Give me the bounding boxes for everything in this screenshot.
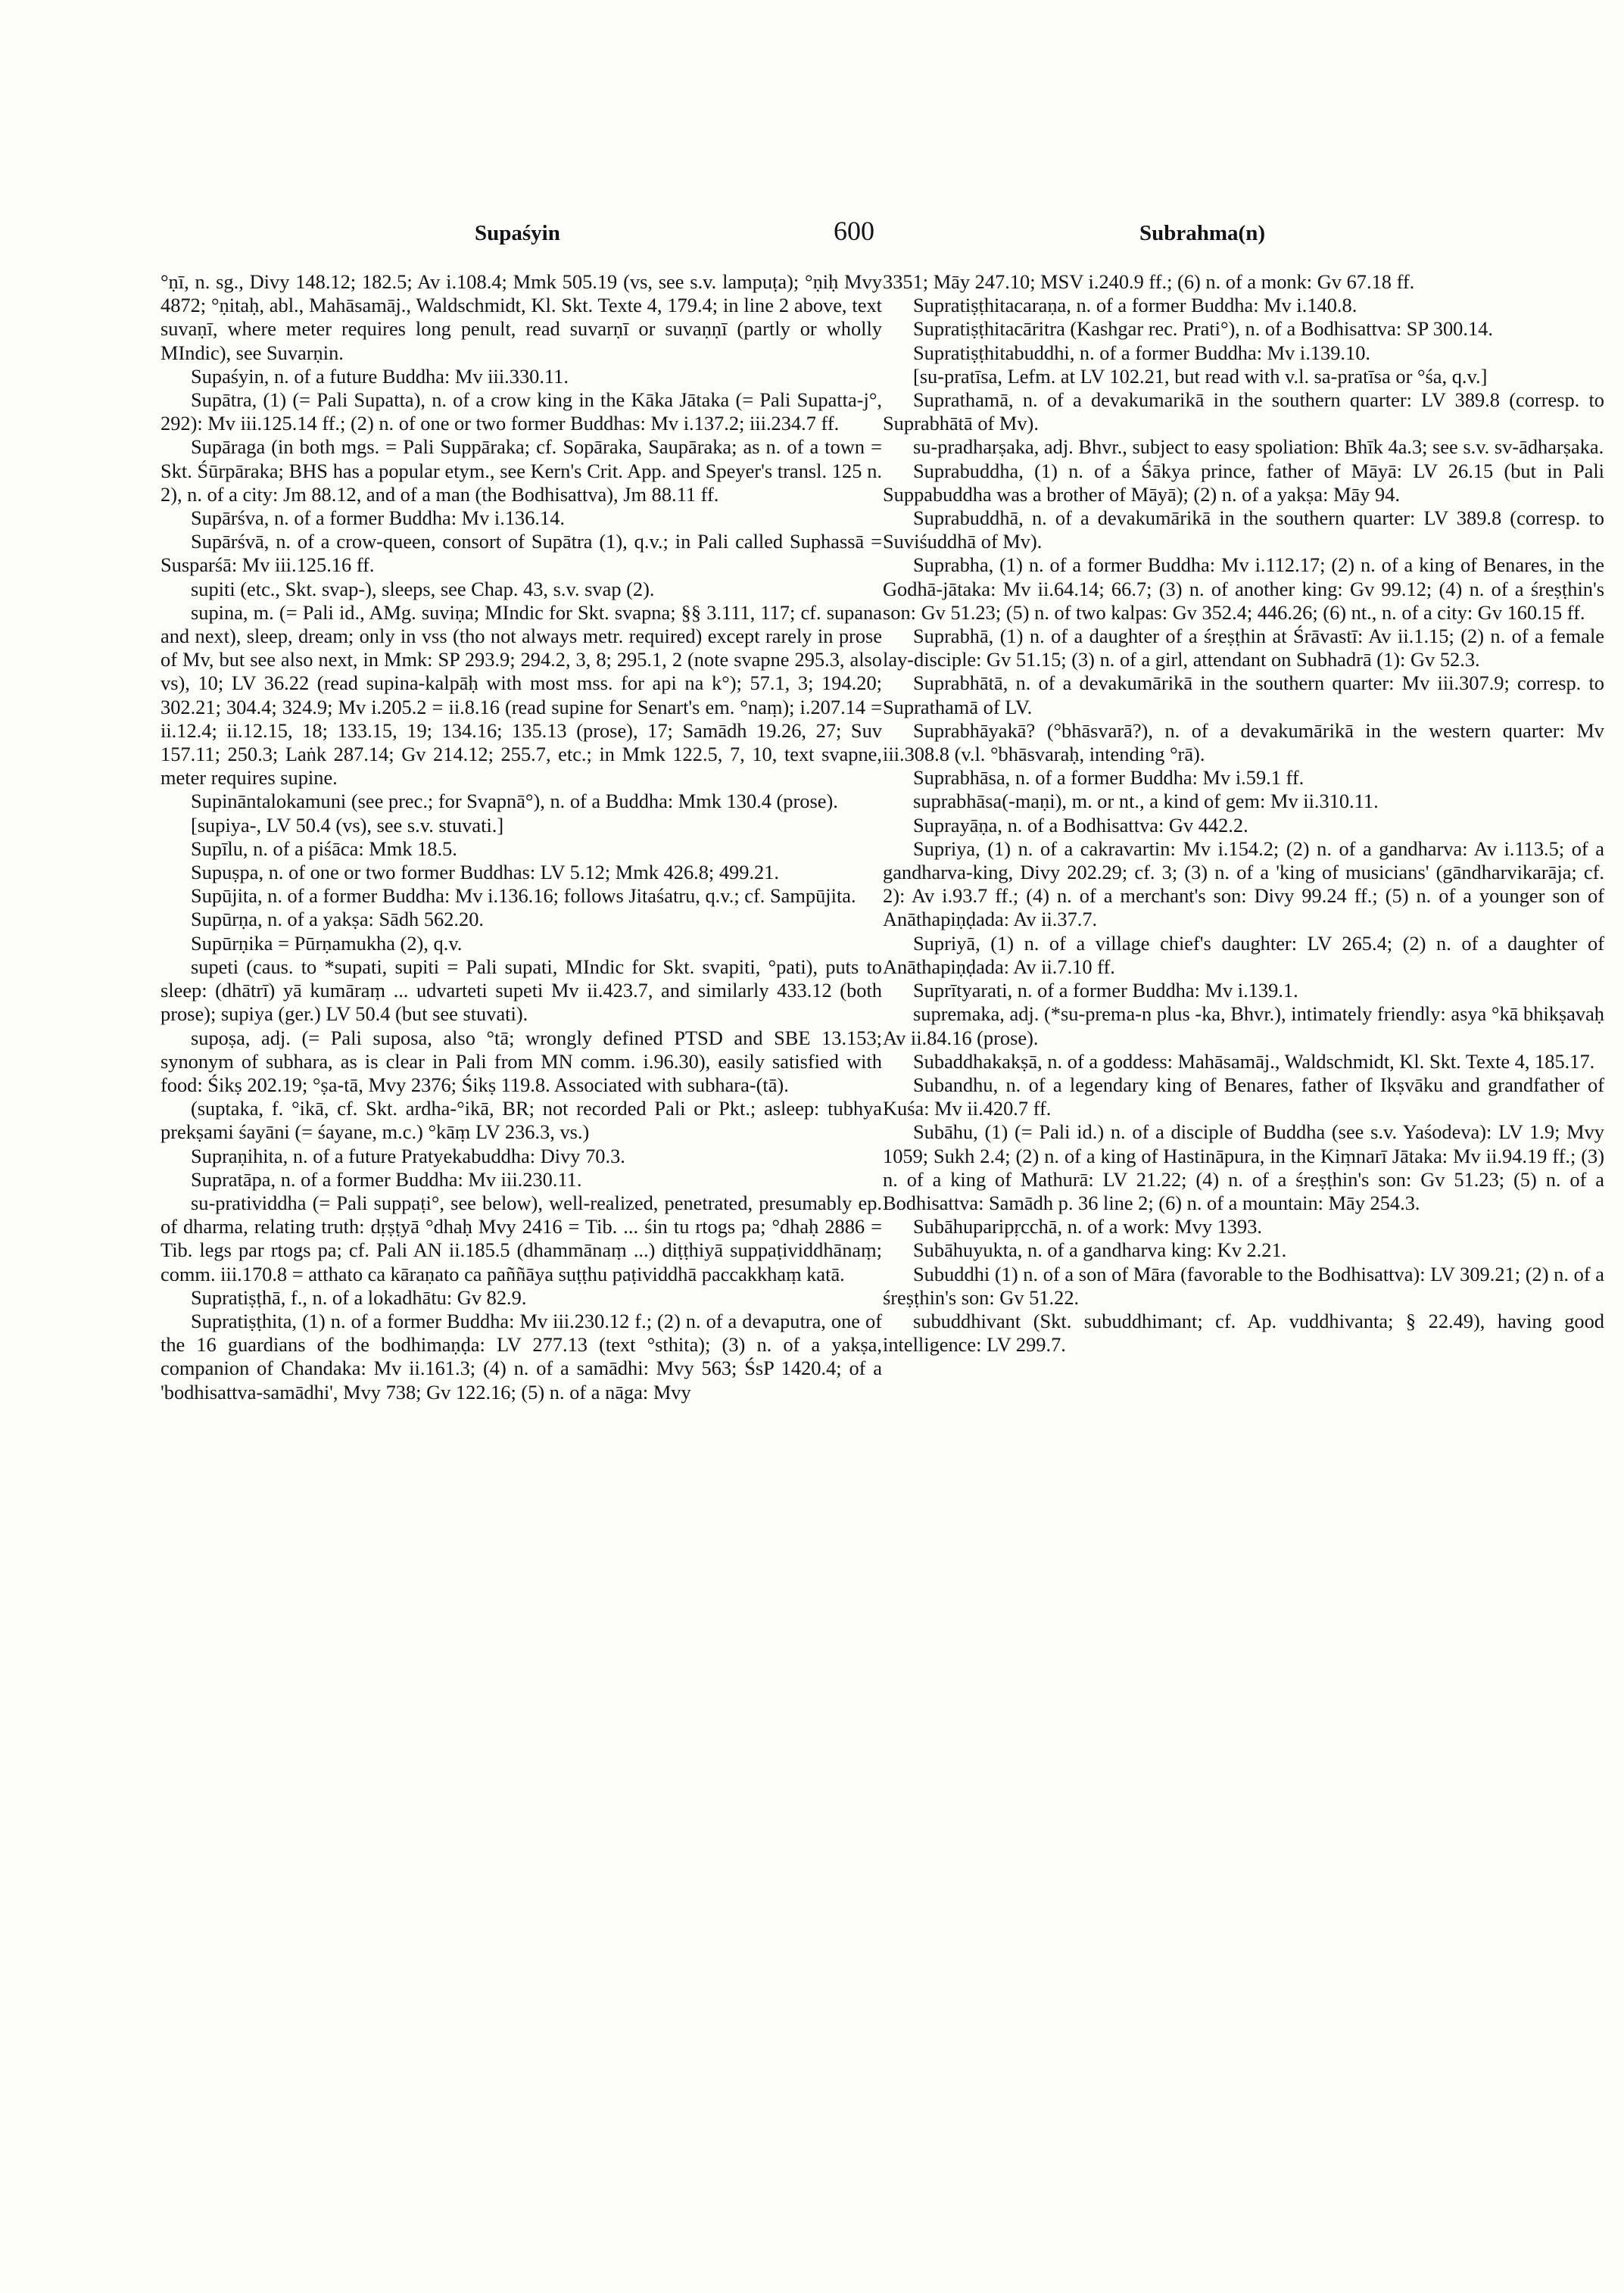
- entry: Suprabhā, (1) n. of a daughter of a śreṣṭhin at Śrāvastī: Av ii.1.15; (2) n. of a female lay-disciple: Gv 51.15; (3) n. of a girl, attendant on Subhadrā (1): Gv 52.3.: [883, 625, 1604, 671]
- entry: Supratiṣṭhitacāritra (Kashgar rec. Prati°), n. of a Bodhisattva: SP 300.14.: [913, 317, 1493, 341]
- entry: su-pratividdha (= Pali suppaṭi°, see below), well-realized, penetrated, presumably ep. of dharma, relating truth: dṛṣṭyā °dhaḥ Mvy 2416 = Tib. ... śin tu rtogs pa; °dhaḥ 2886 = Tib. legs par rtogs pa; cf. Pali AN ii.185.5 (dhammānaṃ ...) diṭṭhiyā suppaṭividdhānaṃ; comm. iii.170.8 = atthato ca kāraṇato ca paññāya suṭṭhu paṭividdhā paccakkhaṃ katā.: [161, 1191, 882, 1285]
- running-head-left: Supaśyin: [475, 221, 560, 245]
- page-number: 600: [834, 216, 874, 246]
- entry: [su-pratīsa, Lefm. at LV 102.21, but read with v.l. sa-pratīsa or °śa, q.v.]: [913, 364, 1488, 388]
- entry: su-pradharṣaka, adj. Bhvr., subject to easy spoliation: Bhīk 4a.3; see s.v. sv-ādharṣaka.: [913, 435, 1604, 459]
- entry: Supratiṣṭhā, f., n. of a lokadhātu: Gv 82.9.: [191, 1285, 527, 1309]
- entry: Supriya, (1) n. of a cakravartin: Mv i.154.2; (2) n. of a gandharva: Av i.113.5; of a gandharva-king, Divy 202.29; cf. 3; (3) n. of a 'king of musicians' (gāndharvikarāja; cf. 2): Av i.93.7 ff.; (4) n. of a merchant's son: Divy 99.24 ff.; (5) n. of a younger son of Anāthapiṇḍada: Av ii.37.7.: [883, 837, 1604, 931]
- entry: Supaśyin, n. of a future Buddha: Mv iii.330.11.: [191, 364, 569, 388]
- entry: Supātra, (1) (= Pali Supatta), n. of a crow king in the Kāka Jātaka (= Pali Supatta-j°, 292): Mv iii.125.14 ff.; (2) n. of one or two former Buddhas: Mv i.137.2; iii.234.7 ff.: [161, 388, 882, 435]
- entry: Suprabhāyakā? (°bhāsvarā?), n. of a devakumārikā in the western quarter: Mv iii.308.8 (v.l. °bhāsvaraḥ, intending °rā).: [883, 718, 1604, 766]
- entry: Subuddhi (1) n. of a son of Māra (favorable to the Bodhisattva): LV 309.21; (2) n. of a śreṣṭhin's son: Gv 51.22.: [883, 1262, 1604, 1309]
- entry: (suptaka, f. °ikā, cf. Skt. ardha-°ikā, BR; not recorded Pali or Pkt.; asleep: tubhya prekṣami śayāni (= śayane, m.c.) °kāṃ LV 236.3, vs.): [161, 1097, 882, 1144]
- entry: Supraṇihita, n. of a future Pratyekabuddha: Divy 70.3.: [191, 1144, 625, 1167]
- entry: Suprabha, (1) n. of a former Buddha: Mv i.112.17; (2) n. of a king of Benares, in the Godhā-jātaka: Mv ii.64.14; 66.7; (3) n. of another king: Gv 99.12; (4) n. of a śreṣṭhin's son: Gv 51.23; (5) n. of two kalpas: Gv 352.4; 446.26; (6) nt., n. of a city: Gv 160.15 ff.: [883, 553, 1604, 624]
- entry: Supratiṣṭhitacaraṇa, n. of a former Buddha: Mv i.140.8.: [913, 294, 1357, 317]
- entry-continuation: °ṇī, n. sg., Divy 148.12; 182.5; Av i.108.4; Mmk 505.19 (vs, see s.v. lampuṭa); °ṇiḥ Mvy 4872; °ṇitaḥ, abl., Mahāsamāj., Waldschmidt, Kl. Skt. Texte 4, 179.4; in line 2 above, text suvaṇī, where meter requires long penult, read suvarṇī or suvaṇṇī (partly or wholly MIndic), see Suvarṇin.: [161, 270, 882, 364]
- entry: Supratiṣṭhita, (1) n. of a former Buddha: Mv iii.230.12 f.; (2) n. of a devaputra, one of the 16 guardians of the bodhimaṇḍa: LV 277.13 (text °sthita); (3) n. of a yakṣa, companion of Chandaka: Mv ii.161.3; (4) n. of a samādhi: Mvy 563; ŚsP 1420.4; of a 'bodhisattva-samādhi', Mvy 738; Gv 122.16; (5) n. of a nāga: Mvy: [161, 1309, 882, 1404]
- left-column: [161, 270, 882, 1404]
- entry: Subāhuyukta, n. of a gandharva king: Kv 2.21.: [913, 1238, 1287, 1262]
- entry: Suprayāṇa, n. of a Bodhisattva: Gv 442.2.: [913, 813, 1248, 837]
- entry: Suprabhāsa, n. of a former Buddha: Mv i.59.1 ff.: [913, 766, 1304, 790]
- entry: Supratāpa, n. of a former Buddha: Mv iii.230.11.: [191, 1167, 582, 1191]
- right-column: [883, 270, 1604, 1357]
- entry: Supuṣpa, n. of one or two former Buddhas: LV 5.12; Mmk 426.8; 499.21.: [191, 861, 780, 884]
- entry: Suprathamā, n. of a devakumarikā in the southern quarter: LV 389.8 (corresp. to Suprabhātā of Mv).: [883, 388, 1604, 435]
- entry: supeti (caus. to *supati, supiti = Pali supati, MIndic for Skt. svapiti, °pati), puts to sleep: (dhātrī) yā kumāraṃ ... udvarteti supeti Mv ii.423.7, and similarly 433.12 (both prose); supiya (ger.) LV 50.4 (but see stuvati).: [161, 955, 882, 1026]
- entry: Subāhu, (1) (= Pali id.) n. of a disciple of Buddha (see s.v. Yaśodeva): LV 1.9; Mvy 1059; Sukh 2.4; (2) n. of a king of Hastināpura, in the Kiṃnarī Jātaka: Mv ii.94.19 ff.; (3) n. of a king of Mathurā: LV 21.22; (4) n. of a śreṣṭhin's son: Gv 51.23; (5) n. of a Bodhisattva: Samādh p. 36 line 2; (6) n. of a mountain: Māy 254.3.: [883, 1120, 1604, 1214]
- entry: supina, m. (= Pali id., AMg. suviṇa; MIndic for Skt. svapna; §§ 3.111, 117; cf. supana and next), sleep, dream; only in vss (tho not always metr. required) except rarely in prose of Mv, but see also next, in Mmk: SP 293.9; 294.2, 3, 8; 295.1, 2 (note svapne 295.3, also vs), 10; LV 36.22 (read supina-kalpāḥ with most mss. for api na k°); 57.1, 3; 194.20; 302.21; 304.4; 324.9; Mv i.205.2 = ii.8.16 (read supine for Senart's em. °naṃ); i.207.14 = ii.12.4; ii.12.15, 18; 133.15, 19; 134.16; 135.13 (prose), 17; Samādh 19.26, 27; Suv 157.11; 250.3; Laṅk 287.14; Gv 214.12; 255.7, etc.; in Mmk 122.5, 7, 10, text svapne, meter requires supine.: [161, 600, 882, 790]
- entry: Supriyā, (1) n. of a village chief's daughter: LV 265.4; (2) n. of a daughter of Anāthapiṇḍada: Av ii.7.10 ff.: [883, 931, 1604, 978]
- entry: Suprītyarati, n. of a former Buddha: Mv i.139.1.: [913, 979, 1298, 1002]
- entry: Suprabuddhā, n. of a devakumārikā in the southern quarter: LV 389.8 (corresp. to Suviśuddhā of Mv).: [883, 506, 1604, 553]
- entry: Supūrṇa, n. of a yakṣa: Sādh 562.20.: [191, 908, 485, 931]
- entry: Subandhu, n. of a legendary king of Benares, father of Ikṣvāku and grandfather of Kuśa: Mv ii.420.7 ff.: [883, 1073, 1604, 1120]
- entry: [supiya-, LV 50.4 (vs), see s.v. stuvati.]: [191, 813, 504, 837]
- entry: Supūjita, n. of a former Buddha: Mv i.136.16; follows Jitaśatru, q.v.; cf. Sampūjita.: [191, 884, 856, 908]
- running-head-right: Subrahma(n): [1139, 221, 1265, 245]
- entry-continuation: 3351; Māy 247.10; MSV i.240.9 ff.; (6) n. of a monk: Gv 67.18 ff.: [883, 270, 1415, 293]
- entry: Supāraga (in both mgs. = Pali Suppāraka; cf. Sopāraka, Saupāraka; as n. of a town = Skt. Śūrpāraka; BHS has a popular etym., see Kern's Crit. App. and Speyer's transl. 125 n. 2), n. of a city: Jm 88.12, and of a man (the Bodhisattva), Jm 88.11 ff.: [161, 435, 882, 506]
- entry: supoṣa, adj. (= Pali suposa, also °tā; wrongly defined PTSD and SBE 13.153; synonym of subhara, as is clear in Pali from MN comm. i.96.30), easily satisfied with food: Śikṣ 202.19; °ṣa-tā, Mvy 2376; Śikṣ 119.8. Associated with subhara-(tā).: [161, 1026, 882, 1096]
- entry: Supārśva, n. of a former Buddha: Mv i.136.14.: [191, 506, 566, 530]
- entry: suprabhāsa(-maṇi), m. or nt., a kind of gem: Mv ii.310.11.: [913, 790, 1379, 813]
- entry: Supratiṣṭhitabuddhi, n. of a former Buddha: Mv i.139.10.: [913, 341, 1370, 364]
- entry: Suprabuddha, (1) n. of a Śākya prince, father of Māyā: LV 26.15 (but in Pali Suppabuddha was a brother of Māyā); (2) n. of a yakṣa: Māy 94.: [883, 459, 1604, 506]
- entry: subuddhivant (Skt. subuddhimant; cf. Ap. vuddhivanta; § 22.49), having good intelligence: LV 299.7.: [883, 1309, 1604, 1357]
- entry: Supūrṇika = Pūrṇamukha (2), q.v.: [191, 931, 463, 955]
- entry: Supārśvā, n. of a crow-queen, consort of Supātra (1), q.v.; in Pali called Suphassā = Susparśā: Mv iii.125.16 ff.: [161, 530, 882, 577]
- entry: supremaka, adj. (*su-prema-n plus -ka, Bhvr.), intimately friendly: asya °kā bhikṣavaḥ Av ii.84.16 (prose).: [883, 1002, 1604, 1049]
- entry: Subāhuparipṛcchā, n. of a work: Mvy 1393.: [913, 1215, 1262, 1238]
- entry: Supīlu, n. of a piśāca: Mmk 18.5.: [191, 837, 457, 860]
- entry: supiti (etc., Skt. svap-), sleeps, see Chap. 43, s.v. svap (2).: [191, 577, 655, 600]
- entry: Subaddhakakṣā, n. of a goddess: Mahāsamāj., Waldschmidt, Kl. Skt. Texte 4, 185.17.: [913, 1049, 1595, 1073]
- entry: Supināntalokamuni (see prec.; for Svapnā°), n. of a Buddha: Mmk 130.4 (prose).: [191, 790, 838, 813]
- entry: Suprabhātā, n. of a devakumārikā in the southern quarter: Mv iii.307.9; corresp. to Suprathamā of LV.: [883, 671, 1604, 718]
